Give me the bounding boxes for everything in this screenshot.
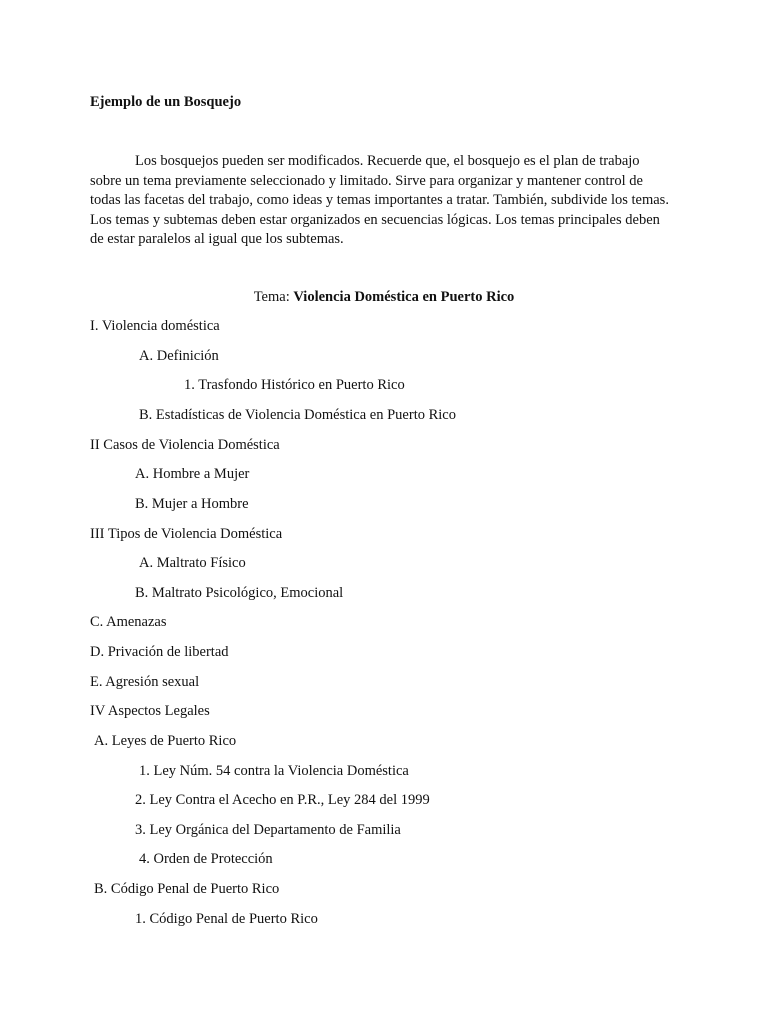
document-title: Ejemplo de un Bosquejo (90, 94, 242, 110)
topic-heading (0, 289, 768, 306)
outline-item: C. Amenazas (90, 614, 167, 630)
outline-item: B. Estadísticas de Violencia Doméstica en Puerto Rico (139, 407, 456, 423)
outline-item: 1. Ley Núm. 54 contra la Violencia Doméstica (139, 763, 409, 779)
outline-item: E. Agresión sexual (90, 674, 200, 690)
outline-item: 1. Código Penal de Puerto Rico (135, 911, 318, 927)
outline-item: IV Aspectos Legales (90, 703, 210, 719)
outline-item: B. Maltrato Psicológico, Emocional (135, 585, 344, 601)
outline-item: II Casos de Violencia Doméstica (90, 437, 280, 453)
outline-item: 3. Ley Orgánica del Departamento de Familia (135, 822, 401, 838)
outline-item: B. Mujer a Hombre (135, 496, 249, 512)
outline-item: 4. Orden de Protección (139, 851, 273, 867)
outline-item: A. Hombre a Mujer (135, 466, 250, 482)
intro-paragraph: Los bosquejos pueden ser modificados. Recuerde que, el bosquejo es el plan de trabajo sobre un tema previamente seleccionado y limitado. Sirve para organizar y mantener control de todas las facetas del trabajo, como ideas y temas importantes a tratar. También, subdivide los temas. Los temas y subtemas deben estar organizados en secuencias lógicas. Los temas principales deben de estar paralelos al igual que los subtemas. (90, 153, 669, 247)
outline-item: A. Maltrato Físico (139, 555, 246, 571)
outline-item: A. Definición (139, 348, 219, 364)
outline-item: D. Privación de libertad (90, 644, 229, 660)
topic-label: Tema: (253, 289, 290, 305)
outline-item: III Tipos de Violencia Doméstica (90, 526, 283, 542)
outline-item: B. Código Penal de Puerto Rico (94, 881, 280, 897)
topic-value: Violencia Doméstica en Puerto Rico (293, 289, 515, 305)
outline-item: I. Violencia doméstica (90, 318, 220, 334)
outline-item: 2. Ley Contra el Acecho en P.R., Ley 284 del 1999 (135, 792, 430, 808)
outline-item: 1. Trasfondo Histórico en Puerto Rico (184, 377, 405, 393)
outline-item: A. Leyes de Puerto Rico (94, 733, 237, 749)
